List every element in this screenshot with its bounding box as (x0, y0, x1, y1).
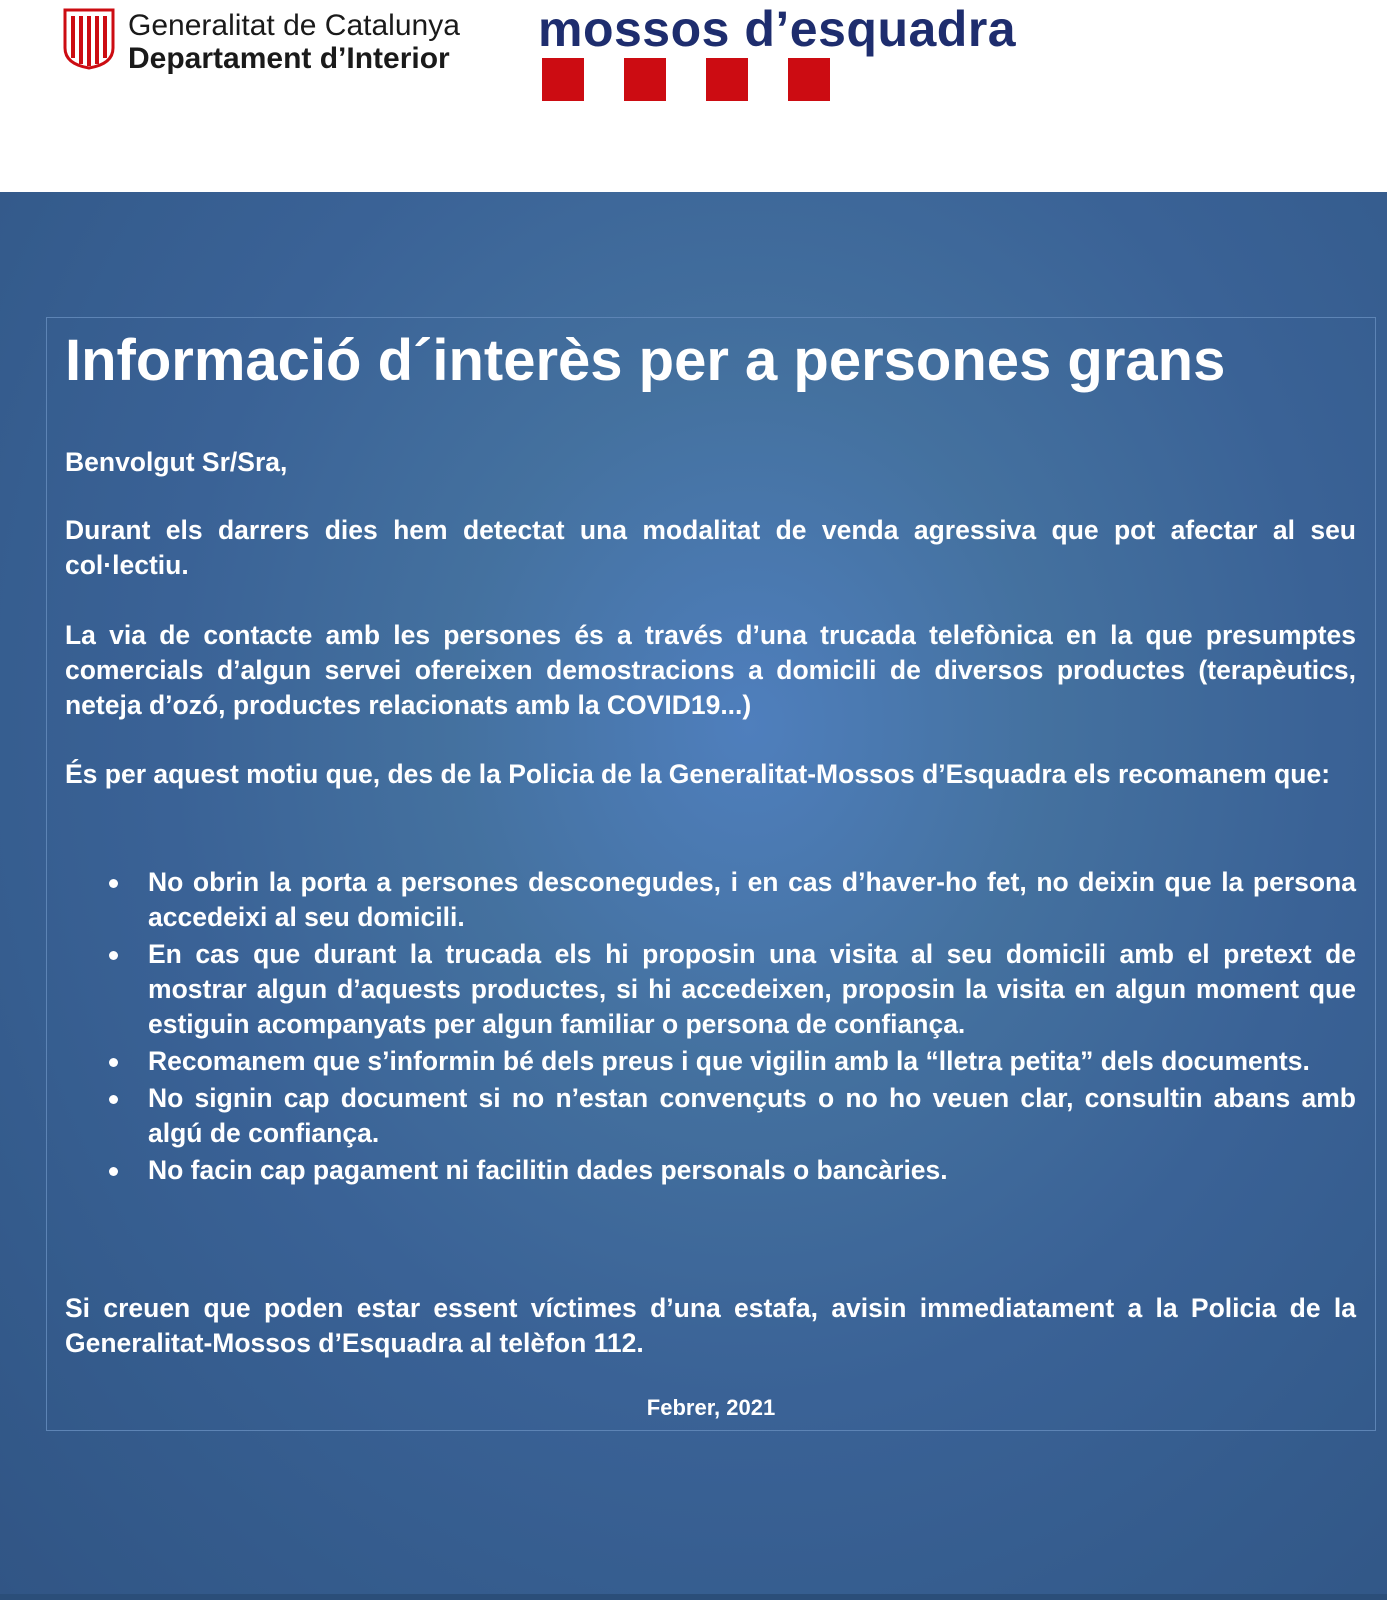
notice-title: Informació d´interès per a persones grans (65, 328, 1226, 393)
bullet-icon (109, 951, 118, 960)
generalitat-logo (62, 8, 460, 75)
bullet-icon (109, 1167, 118, 1176)
bullet-icon (109, 1058, 118, 1067)
bottom-rule (0, 1594, 1387, 1600)
recommendation-item (65, 937, 1356, 1042)
closing-paragraph: Si creuen que poden estar essent víctimes d’una estafa, avisin immediatament a la Policia de la Generalitat-Mossos d’Esquadra al telèfon 112. (65, 1293, 1356, 1358)
recommendation-text: No facin cap pagament ni facilitin dades personals o bancàries. (148, 1155, 948, 1185)
mossos-squares (542, 58, 842, 102)
recommendation-text: No obrin la porta a persones desconegudes, i en cas d’haver-ho fet, no deixin que la persona accedeixi al seu domicili. (148, 867, 1356, 932)
recommendation-item (65, 865, 1356, 935)
recommendation-text: No signin cap document si no n’estan convençuts o no ho veuen clar, consultin abans amb algú de confiança. (148, 1083, 1356, 1148)
recommendations-list (65, 865, 1356, 1190)
recommendation-text: Recomanem que s’informin bé dels preus i que vigilin amb la “lletra petita” dels documents. (148, 1046, 1310, 1076)
reason-paragraph: És per aquest motiu que, des de la Policia de la Generalitat-Mossos d’Esquadra els recomanem que: (65, 759, 1331, 789)
generalitat-name: Generalitat de Catalunya (128, 9, 460, 42)
recommendation-item (65, 1153, 1356, 1188)
mossos-square (788, 58, 830, 101)
mossos-logo (538, 2, 1038, 112)
department-name: Departament d’Interior (128, 42, 450, 75)
contact-paragraph: La via de contacte amb les persones és a través d’una trucada telefònica en la que presumptes comercials d’algun servei ofereixen demostracions a domicili de diversos productes (terapèutics, neteja d’ozó, productes relacionats amb la COVID19...) (65, 620, 1356, 720)
recommendation-text: En cas que durant la trucada els hi proposin una visita al seu domicili amb el pretext de mostrar algun d’aquests productes, si hi accedeixen, proposin la visita en algun moment que estiguin acompanyats per algun familiar o persona de confiança. (148, 939, 1356, 1039)
mossos-wordmark: mossos d’esquadra (538, 1, 1017, 57)
generalitat-emblem-icon (62, 8, 116, 70)
mossos-square (624, 58, 666, 101)
mossos-square (542, 58, 584, 101)
recommendation-item (65, 1081, 1356, 1151)
bullet-icon (109, 879, 118, 888)
notice-date: Febrer, 2021 (646, 1395, 776, 1420)
intro-paragraph: Durant els darrers dies hem detectat una modalitat de venda agressiva que pot afectar al seu col·lectiu. (65, 515, 1356, 580)
page-header (0, 0, 1387, 192)
generalitat-text (128, 9, 460, 75)
mossos-square (706, 58, 748, 101)
bullet-icon (109, 1095, 118, 1104)
greeting-text: Benvolgut Sr/Sra, (65, 447, 288, 477)
recommendation-item (65, 1044, 1356, 1079)
